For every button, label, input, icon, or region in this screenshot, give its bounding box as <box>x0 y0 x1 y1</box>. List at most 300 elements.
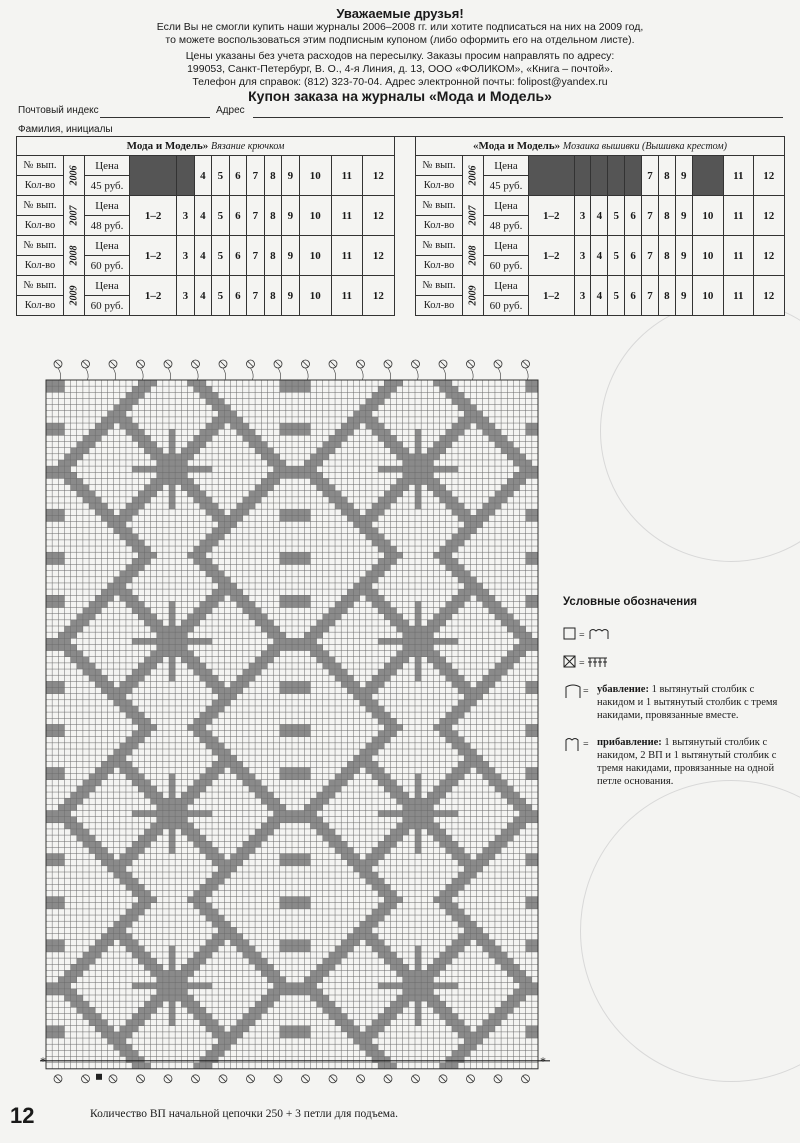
unavailable-issue <box>529 156 575 196</box>
filled-cell <box>335 601 341 607</box>
filled-cell <box>255 952 261 958</box>
filled-cell <box>274 626 280 632</box>
filled-cell <box>384 386 390 392</box>
filled-cell <box>132 669 138 675</box>
filled-cell <box>274 804 280 810</box>
filled-cell <box>286 724 292 730</box>
filled-cell <box>71 817 77 823</box>
filled-cell <box>384 429 390 435</box>
issue-number: 1–2 <box>130 236 177 276</box>
filled-cell <box>157 804 163 810</box>
filled-cell <box>427 829 433 835</box>
filled-cell <box>157 970 163 976</box>
address-field[interactable] <box>253 104 783 118</box>
filled-cell <box>483 1020 489 1026</box>
filled-cell <box>372 1026 378 1032</box>
filled-cell <box>458 429 464 435</box>
filled-cell <box>298 903 304 909</box>
filled-cell <box>212 675 218 681</box>
filled-cell <box>446 614 452 620</box>
filled-cell <box>372 589 378 595</box>
filled-cell <box>421 995 427 1001</box>
svg-text:=: = <box>583 739 589 750</box>
filled-cell <box>304 644 310 650</box>
filled-cell <box>477 522 483 528</box>
filled-cell <box>157 1001 163 1007</box>
filled-cell <box>200 435 206 441</box>
filled-cell <box>415 798 421 804</box>
filled-cell <box>243 509 249 515</box>
filled-cell <box>415 952 421 958</box>
filled-cell <box>218 921 224 927</box>
filled-cell <box>206 940 212 946</box>
filled-cell <box>335 958 341 964</box>
filled-cell <box>390 485 396 491</box>
filled-cell <box>255 620 261 626</box>
filled-cell <box>274 811 280 817</box>
issue-label: № вып. <box>17 236 64 256</box>
filled-cell <box>267 995 273 1001</box>
filled-cell <box>323 829 329 835</box>
filled-cell <box>200 1020 206 1026</box>
filled-cell <box>372 509 378 515</box>
filled-cell <box>206 915 212 921</box>
filled-cell <box>194 558 200 564</box>
filled-cell <box>181 804 187 810</box>
filled-cell <box>427 620 433 626</box>
filled-cell <box>212 847 218 853</box>
filled-cell <box>175 817 181 823</box>
filled-cell <box>126 743 132 749</box>
filled-cell <box>132 983 138 989</box>
filled-cell <box>120 694 126 700</box>
filled-cell <box>218 878 224 884</box>
issue-number: 9 <box>282 156 300 196</box>
filled-cell <box>95 497 101 503</box>
filled-cell <box>440 491 446 497</box>
filled-cell <box>144 952 150 958</box>
filled-cell <box>427 638 433 644</box>
filled-cell <box>526 688 532 694</box>
filled-cell <box>372 737 378 743</box>
filled-cell <box>532 466 538 472</box>
filled-cell <box>52 380 58 386</box>
filled-cell <box>501 669 507 675</box>
filled-cell <box>310 995 316 1001</box>
filled-cell <box>452 638 458 644</box>
filled-cell <box>144 657 150 663</box>
filled-cell <box>501 829 507 835</box>
filled-cell <box>304 854 310 860</box>
filled-cell <box>175 466 181 472</box>
filled-cell <box>83 1007 89 1013</box>
filled-cell <box>267 657 273 663</box>
filled-cell <box>341 774 347 780</box>
filled-cell <box>464 583 470 589</box>
filled-cell <box>384 565 390 571</box>
filled-cell <box>384 614 390 620</box>
filled-cell <box>267 485 273 491</box>
decrease-symbol-icon <box>563 683 593 699</box>
filled-cell <box>409 472 415 478</box>
filled-cell <box>65 644 71 650</box>
filled-cell <box>526 804 532 810</box>
filled-cell <box>526 897 532 903</box>
equals-sign: = <box>579 630 585 641</box>
table-title: «Мода и Модель» <box>472 140 561 152</box>
filled-cell <box>212 768 218 774</box>
filled-cell <box>501 614 507 620</box>
filled-cell <box>446 546 452 552</box>
filled-cell <box>489 601 495 607</box>
filled-cell <box>267 472 273 478</box>
filled-cell <box>77 663 83 669</box>
table-caption-row <box>416 137 785 156</box>
filled-cell <box>58 774 64 780</box>
filled-cell <box>212 749 218 755</box>
filled-cell <box>384 466 390 472</box>
filled-cell <box>458 768 464 774</box>
filled-cell <box>323 835 329 841</box>
filled-cell <box>427 651 433 657</box>
filled-cell <box>520 644 526 650</box>
filled-cell <box>194 546 200 552</box>
filled-cell <box>323 478 329 484</box>
filled-cell <box>280 977 286 983</box>
filled-cell <box>440 724 446 730</box>
filled-cell <box>224 921 230 927</box>
filled-cell <box>446 435 452 441</box>
filled-cell <box>200 903 206 909</box>
filled-cell <box>101 589 107 595</box>
filled-cell <box>188 448 194 454</box>
filled-cell <box>446 952 452 958</box>
filled-cell <box>347 429 353 435</box>
filled-cell <box>52 854 58 860</box>
name-field[interactable] <box>112 123 783 137</box>
filled-cell <box>372 921 378 927</box>
filled-cell <box>286 817 292 823</box>
issue-number: 4 <box>194 236 212 276</box>
filled-cell <box>71 964 77 970</box>
filled-cell <box>181 466 187 472</box>
filled-cell <box>108 589 114 595</box>
filled-cell <box>390 669 396 675</box>
filled-cell <box>390 780 396 786</box>
filled-cell <box>507 491 513 497</box>
filled-cell <box>218 589 224 595</box>
filled-cell <box>415 448 421 454</box>
filled-cell <box>231 866 237 872</box>
filled-cell <box>464 571 470 577</box>
filled-cell <box>458 909 464 915</box>
filled-cell <box>384 946 390 952</box>
issue-number: 8 <box>658 156 675 196</box>
filled-cell <box>132 681 138 687</box>
filled-cell <box>409 817 415 823</box>
filled-cell <box>378 386 384 392</box>
filled-cell <box>157 620 163 626</box>
filled-cell <box>372 909 378 915</box>
postal-field[interactable] <box>100 104 210 118</box>
filled-cell <box>52 644 58 650</box>
filled-cell <box>458 681 464 687</box>
filled-cell <box>526 731 532 737</box>
filled-cell <box>483 509 489 515</box>
filled-cell <box>71 829 77 835</box>
filled-cell <box>415 478 421 484</box>
filled-cell <box>151 995 157 1001</box>
filled-cell <box>366 583 372 589</box>
filled-cell <box>77 620 83 626</box>
filled-cell <box>83 485 89 491</box>
table-row <box>416 196 785 216</box>
filled-cell <box>231 522 237 528</box>
filled-cell <box>513 657 519 663</box>
filled-cell <box>224 755 230 761</box>
filled-cell <box>255 1001 261 1007</box>
filled-cell <box>464 417 470 423</box>
filled-cell <box>520 638 526 644</box>
filled-cell <box>52 903 58 909</box>
filled-cell <box>274 454 280 460</box>
filled-cell <box>458 515 464 521</box>
filled-cell <box>446 897 452 903</box>
filled-cell <box>520 472 526 478</box>
filled-cell <box>169 1014 175 1020</box>
filled-cell <box>440 786 446 792</box>
filled-cell <box>483 768 489 774</box>
filled-cell <box>354 866 360 872</box>
issue-number: 7 <box>642 276 659 316</box>
filled-cell <box>151 1001 157 1007</box>
filled-cell <box>65 823 71 829</box>
filled-cell <box>286 681 292 687</box>
filled-cell <box>114 405 120 411</box>
filled-cell <box>452 595 458 601</box>
filled-cell <box>181 448 187 454</box>
filled-cell <box>58 854 64 860</box>
filled-cell <box>83 952 89 958</box>
filled-cell <box>212 761 218 767</box>
filled-cell <box>421 804 427 810</box>
filled-cell <box>126 768 132 774</box>
filled-cell <box>477 681 483 687</box>
filled-cell <box>304 1032 310 1038</box>
filled-cell <box>144 1001 150 1007</box>
filled-cell <box>372 743 378 749</box>
filled-cell <box>157 626 163 632</box>
filled-cell <box>95 1026 101 1032</box>
filled-cell <box>347 589 353 595</box>
filled-cell <box>255 780 261 786</box>
filled-cell <box>101 681 107 687</box>
filled-cell <box>366 1038 372 1044</box>
filled-cell <box>310 466 316 472</box>
filled-cell <box>126 860 132 866</box>
filled-cell <box>532 774 538 780</box>
filled-cell <box>372 417 378 423</box>
filled-cell <box>378 392 384 398</box>
filled-cell <box>292 638 298 644</box>
issue-number: 6 <box>625 276 642 316</box>
filled-cell <box>323 1001 329 1007</box>
filled-cell <box>206 386 212 392</box>
filled-cell <box>304 983 310 989</box>
filled-cell <box>243 1026 249 1032</box>
filled-cell <box>224 866 230 872</box>
filled-cell <box>108 522 114 528</box>
table-row <box>17 236 395 256</box>
filled-cell <box>200 1057 206 1063</box>
filled-cell <box>458 675 464 681</box>
filled-cell <box>397 970 403 976</box>
filled-cell <box>212 540 218 546</box>
filled-cell <box>323 958 329 964</box>
price-label: Цена <box>85 156 130 176</box>
filled-cell <box>194 663 200 669</box>
filled-cell <box>310 823 316 829</box>
filled-cell <box>101 423 107 429</box>
filled-cell <box>372 392 378 398</box>
filled-cell <box>390 663 396 669</box>
filled-cell <box>298 731 304 737</box>
filled-cell <box>477 934 483 940</box>
filled-cell <box>434 614 440 620</box>
filled-cell <box>188 964 194 970</box>
filled-cell <box>218 571 224 577</box>
filled-cell <box>292 601 298 607</box>
filled-cell <box>520 460 526 466</box>
filled-cell <box>46 466 52 472</box>
filled-cell <box>249 435 255 441</box>
filled-cell <box>341 841 347 847</box>
filled-cell <box>144 903 150 909</box>
filled-cell <box>507 792 513 798</box>
filled-cell <box>434 466 440 472</box>
filled-cell <box>243 681 249 687</box>
filled-cell <box>249 780 255 786</box>
filled-cell <box>126 872 132 878</box>
filled-cell <box>452 737 458 743</box>
filled-cell <box>292 595 298 601</box>
filled-cell <box>378 940 384 946</box>
filled-cell <box>310 626 316 632</box>
filled-cell <box>310 817 316 823</box>
filled-cell <box>280 854 286 860</box>
filled-cell <box>304 946 310 952</box>
issue-number: 1–2 <box>130 276 177 316</box>
filled-cell <box>298 774 304 780</box>
issue-number: 5 <box>212 276 230 316</box>
filled-cell <box>163 478 169 484</box>
filled-cell <box>415 823 421 829</box>
filled-cell <box>267 448 273 454</box>
filled-cell <box>298 688 304 694</box>
filled-cell <box>261 651 267 657</box>
issue-number: 3 <box>177 276 195 316</box>
filled-cell <box>132 503 138 509</box>
filled-cell <box>132 1050 138 1056</box>
issue-number: 4 <box>194 156 212 196</box>
filled-cell <box>446 1007 452 1013</box>
filled-cell <box>397 792 403 798</box>
filled-cell <box>175 989 181 995</box>
filled-cell <box>341 509 347 515</box>
filled-cell <box>304 460 310 466</box>
filled-cell <box>415 817 421 823</box>
filled-cell <box>347 940 353 946</box>
issue-label: № вып. <box>17 196 64 216</box>
filled-cell <box>101 688 107 694</box>
filled-cell <box>224 411 230 417</box>
filled-cell <box>206 811 212 817</box>
filled-cell <box>101 417 107 423</box>
filled-cell <box>169 638 175 644</box>
legend-item-increase <box>563 736 788 788</box>
filled-cell <box>200 540 206 546</box>
filled-cell <box>489 780 495 786</box>
filled-cell <box>384 731 390 737</box>
filled-cell <box>169 435 175 441</box>
filled-cell <box>138 774 144 780</box>
filled-cell <box>108 595 114 601</box>
filled-cell <box>440 638 446 644</box>
filled-cell <box>501 657 507 663</box>
filled-cell <box>120 583 126 589</box>
filled-cell <box>458 503 464 509</box>
filled-cell <box>427 811 433 817</box>
filled-cell <box>249 491 255 497</box>
filled-cell <box>440 964 446 970</box>
filled-cell <box>108 1032 114 1038</box>
filled-cell <box>175 811 181 817</box>
filled-cell <box>372 565 378 571</box>
filled-cell <box>89 503 95 509</box>
filled-cell <box>206 903 212 909</box>
filled-cell <box>403 651 409 657</box>
filled-cell <box>46 860 52 866</box>
filled-cell <box>138 841 144 847</box>
filled-cell <box>126 1044 132 1050</box>
filled-cell <box>415 614 421 620</box>
filled-cell <box>378 503 384 509</box>
filled-cell <box>169 601 175 607</box>
filled-cell <box>157 638 163 644</box>
filled-cell <box>335 669 341 675</box>
filled-cell <box>292 558 298 564</box>
filled-cell <box>415 651 421 657</box>
filled-cell <box>477 768 483 774</box>
filled-cell <box>144 638 150 644</box>
filled-cell <box>507 448 513 454</box>
filled-cell <box>58 632 64 638</box>
filled-cell <box>452 1050 458 1056</box>
filled-cell <box>218 534 224 540</box>
filled-cell <box>181 644 187 650</box>
filled-cell <box>206 509 212 515</box>
filled-cell <box>151 964 157 970</box>
filled-cell <box>317 657 323 663</box>
filled-cell <box>132 595 138 601</box>
filled-cell <box>501 786 507 792</box>
filled-cell <box>520 970 526 976</box>
filled-cell <box>200 897 206 903</box>
filled-cell <box>77 798 83 804</box>
filled-cell <box>341 608 347 614</box>
filled-cell <box>114 921 120 927</box>
filled-cell <box>58 940 64 946</box>
